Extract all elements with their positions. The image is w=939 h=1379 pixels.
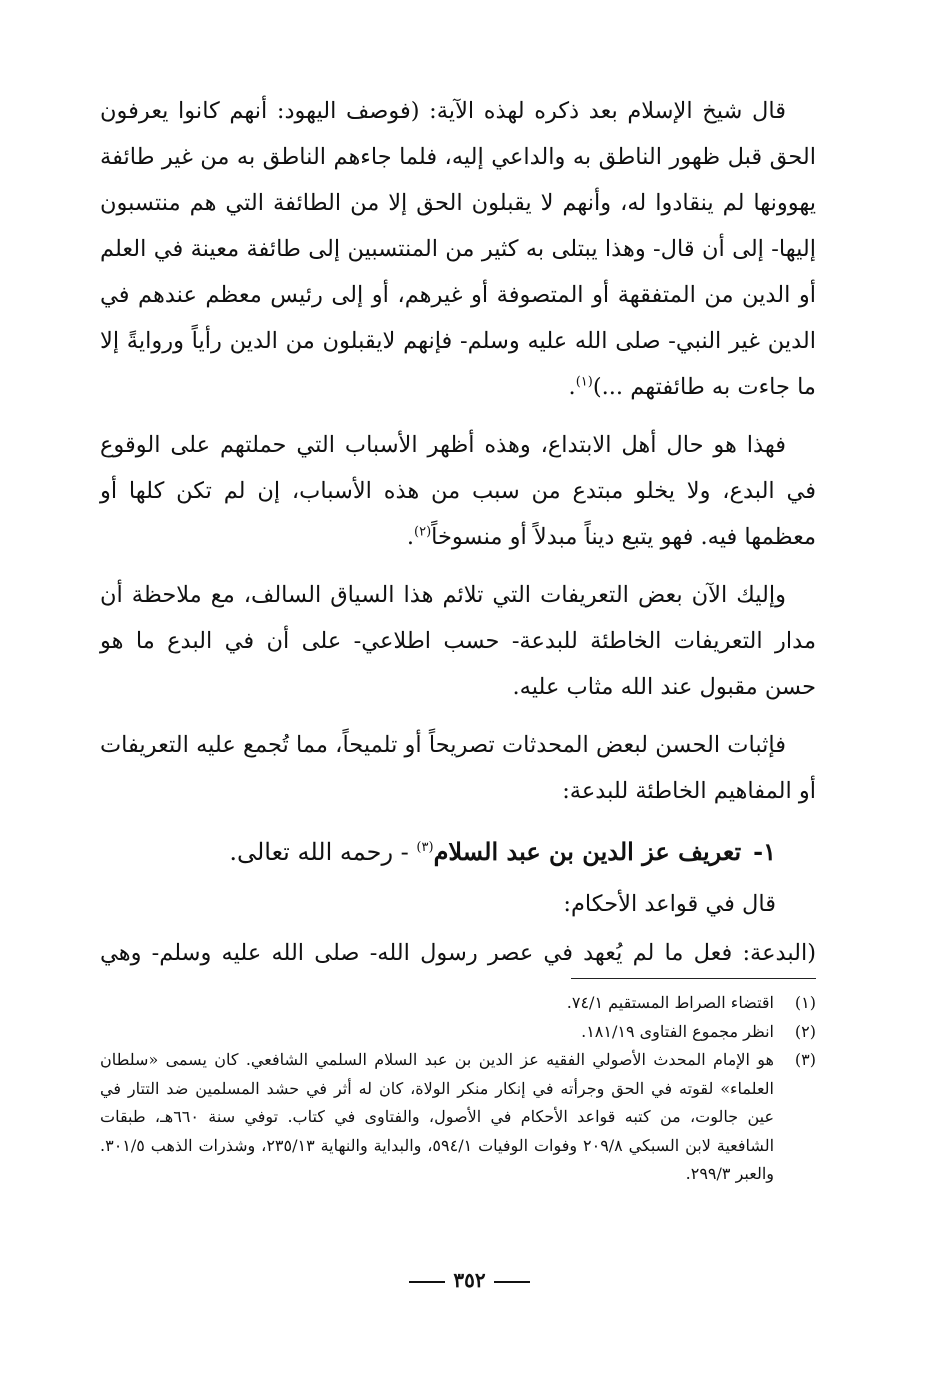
page-number-dash (409, 1281, 445, 1283)
spacer (100, 710, 816, 722)
footnote-3 (100, 1046, 816, 1189)
paragraph-2-end: . (406, 524, 415, 550)
paragraph-4: فإثبات الحسن لبعض المحدثات تصريحاً أو تلميحاً، مما تُجمع عليه التعريفات أو المفاهيم الخاطئة للبدعة: (100, 732, 816, 804)
footnote-1 (100, 989, 816, 1018)
footnote-number: (١) (794, 993, 816, 1012)
footnote-text: اقتضاء الصراط المستقيم ٧٤/١. (566, 993, 774, 1012)
spacer (100, 814, 816, 826)
paragraph-3: وإليك الآن بعض التعريفات التي تلائم هذا السياق السالف، مع ملاحظة أن مدار التعريفات الخاطئة للبدعة- حسب اطلاعي- على أن في البدع ما هو حسن مقبول عند الله مثاب عليه. (100, 582, 816, 700)
paragraph-1 (100, 88, 816, 410)
page-number (0, 1268, 939, 1292)
source-line: قال في قواعد الأحكام: (563, 891, 776, 917)
section-title: تعريف عز الدين بن عبد السلام (433, 837, 742, 866)
footnote-separator (571, 978, 816, 979)
footnote-text: هو الإمام المحدث الأصولي الفقيه عز الدين بن عبد السلام السلمي الشافعي. كان يسمى «سلطان العلماء» لقوته في الحق وجرأته في إنكار منكر الولاة، كان له أثر في حشد المسلمين ضد التتار في عين جالوت، من كتبه قواعد الأحكام في الأصول، والفتاوى في كتاب. توفي سنة ٦٦٠هـ، طبقات الشافعية لابن السبكي ٢٠٩/٨ وفوات الوفيات ٥٩٤/١، والبداية والنهاية ٢٣٥/١٣، وشذرات الذهب ٣٠١/٥. والعبر ٢٩٩/٣. (100, 1050, 775, 1183)
section-number: ١- (753, 837, 776, 866)
definition-quote: (البدعة: فعل ما لم يُعهد في عصر رسول الله- صلى الله عليه وسلم- وهي (100, 940, 816, 966)
paragraph-1-end: . (568, 374, 576, 400)
section-title-suffix: - رحمه الله تعالى. (229, 838, 417, 866)
paragraph-1-text: قال شيخ الإسلام بعد ذكره لهذه الآية: (فوصف اليهود: أنهم كانوا يعرفون الحق قبل ظهور الناطق به والداعي إليه، فلما جاءهم الناطق به من غير طائفة يهوونها لم ينقادوا له، وأنهم لا يقبلون الحق إلا من الطائفة التي هم منتسبون إليها- إلى أن قال- وهذا يبتلى به كثير من المنتسبين إلى طائفة معينة في العلم أو الدين من المتفقهة أو المتصوفة أو غيرهم، أو إلى رئيس معظم عندهم في الدين غير النبي- صلى الله عليه وسلم- فإنهم لايقبلون من الدين رأياً وروايةً إلا ما جاءت به طائفتهم ...) (100, 98, 816, 400)
footnotes (100, 989, 816, 1189)
page-number-value: ٣٥٢ (453, 1268, 486, 1292)
footnote-number: (٣) (794, 1050, 816, 1069)
spacer (100, 560, 816, 572)
footnote-ref-2: (٢) (414, 524, 432, 540)
section-heading (100, 826, 816, 878)
footnote-text: انظر مجموع الفتاوى ١٨١/١٩. (581, 1021, 774, 1041)
paragraph-2 (100, 422, 816, 560)
footnote-ref-1: (١) (575, 374, 593, 390)
footnote-2 (100, 1018, 816, 1047)
page-body (100, 88, 816, 1288)
footnote-number: (٢) (794, 1021, 816, 1041)
spacer (100, 410, 816, 422)
paragraph-2-text: فهذا هو حال أهل الابتداع، وهذه أظهر الأسباب التي حملتهم على الوقوع في البدع، ولا يخلو مبتدع من سبب من هذه الأسباب، إن لم تكن كلها أو معظمها فيه. فهو يتبع ديناً مبدلاً أو منسوخاً (100, 432, 816, 550)
page-number-dash (494, 1281, 530, 1283)
footnote-ref-3: (٣) (416, 840, 434, 855)
